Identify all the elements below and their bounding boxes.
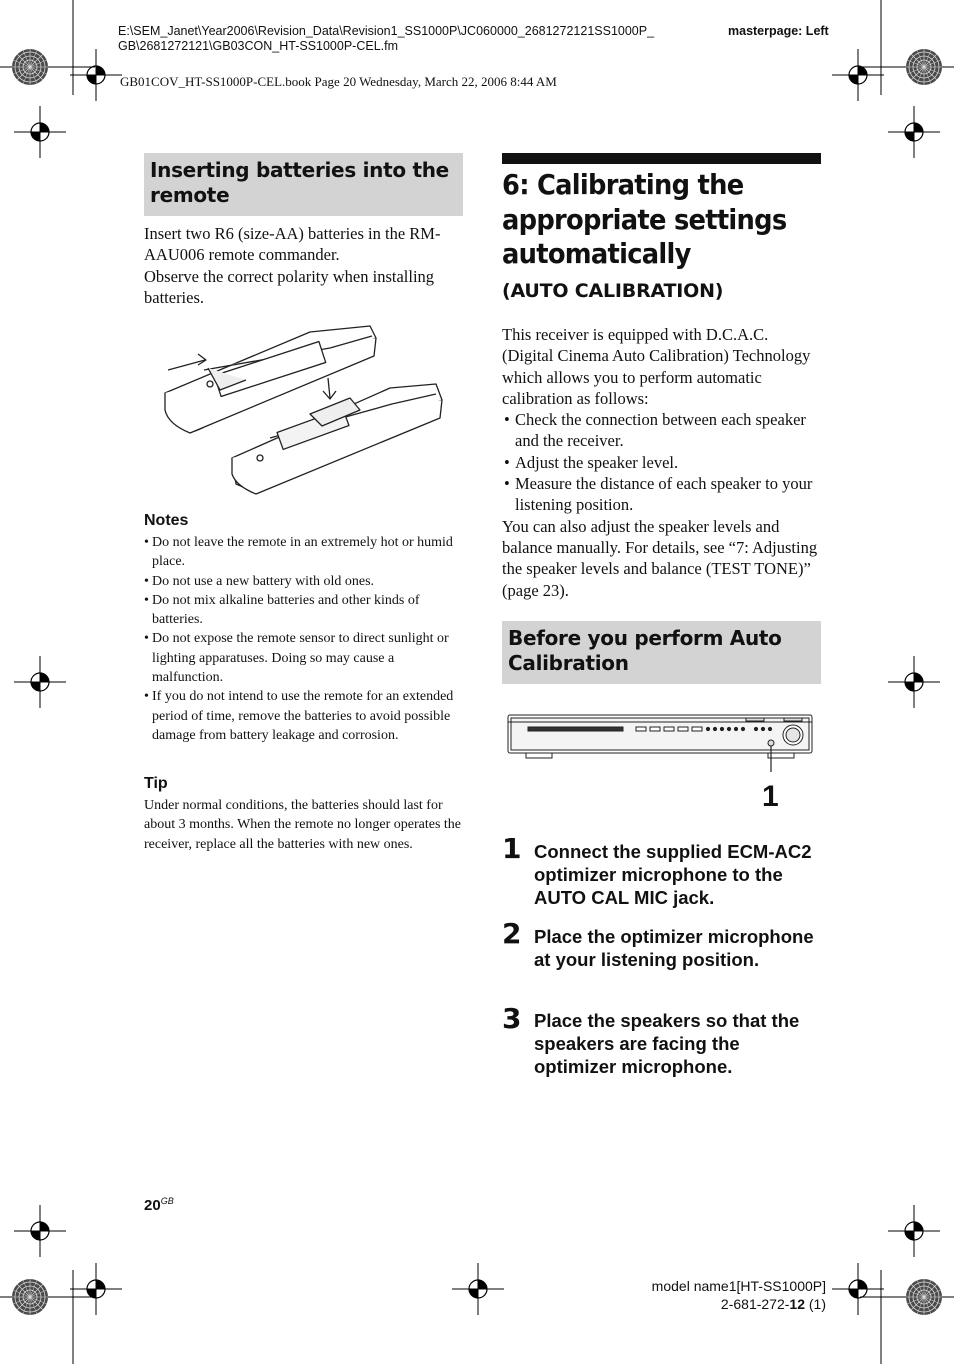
list-item: • Measure the distance of each speaker to your listening position. xyxy=(502,473,822,516)
battery-intro-para-2: Observe the correct polarity when installing batteries. xyxy=(144,266,435,307)
battery-intro xyxy=(144,223,464,308)
list-item: • Do not mix alkaline batteries and other kinds of batteries. xyxy=(144,591,464,630)
file-path-line-2: GB\2681272121\GB03CON_HT-SS1000P-CEL.fm xyxy=(118,39,399,53)
file-path-header xyxy=(118,24,708,54)
battery-intro-para-1: Insert two R6 (size-AA) batteries in the RM-AAU006 remote commander. xyxy=(144,224,441,265)
notes-list xyxy=(144,533,464,745)
part-number-bold: 12 xyxy=(789,1295,805,1312)
page-number xyxy=(144,1196,174,1214)
list-item: • If you do not intend to use the remote for an extended period of time, remove the batteries to avoid possible damage from battery leakage and corrosion. xyxy=(144,687,464,745)
receiver-front-panel-illustration xyxy=(506,712,816,772)
chapter-subtitle: (AUTO CALIBRATION) xyxy=(502,280,724,302)
list-item: • Check the connection between each speaker and the receiver. xyxy=(502,409,822,452)
list-item: • Do not expose the remote sensor to direct sunlight or lighting apparatuses. Doing so may cause a malfunction. xyxy=(144,629,464,687)
step-text: Place the optimizer microphone at your listening position. xyxy=(534,926,814,970)
tip-heading: Tip xyxy=(144,775,168,792)
remote-battery-illustration xyxy=(160,318,450,498)
part-number-suffix: (1) xyxy=(805,1295,826,1312)
section-title-batteries: Inserting batteries into the remote xyxy=(144,153,463,216)
model-name: model name1[HT-SS1000P] xyxy=(651,1278,826,1294)
list-item: • Do not leave the remote in an extremely hot or humid place. xyxy=(144,533,464,572)
list-item: • Adjust the speaker level. xyxy=(502,452,822,473)
auto-cal-intro xyxy=(502,324,822,601)
tip-text: Under normal conditions, the batteries should last for about 3 months. When the remote no longer operates the receiver, replace all the batteries with new ones. xyxy=(144,798,461,852)
masterpage-label: masterpage: Left xyxy=(728,24,829,38)
part-number xyxy=(652,1296,826,1314)
footer-model-info xyxy=(652,1278,826,1313)
step-number: 2 xyxy=(502,917,522,950)
step-text: Place the speakers so that the speakers are facing the optimizer microphone. xyxy=(534,1010,800,1077)
section-title-before-calibration: Before you perform Auto Calibration xyxy=(502,621,821,684)
page-number-value: 20 xyxy=(144,1197,161,1214)
auto-cal-intro-text: This receiver is equipped with D.C.A.C. (Digital Cinema Auto Calibration) Technology which allows you to perform automatic calibration as follows: xyxy=(502,325,811,408)
callout-number: 1 xyxy=(762,780,779,813)
part-number-prefix: 2-681-272- xyxy=(720,1295,790,1312)
chapter-title: 6: Calibrating the appropriate settings automatically xyxy=(502,168,787,270)
page-number-suffix: GB xyxy=(160,1196,174,1206)
step-number: 1 xyxy=(502,832,522,865)
notes-heading: Notes xyxy=(144,512,189,529)
auto-cal-bullets xyxy=(502,409,822,515)
auto-cal-outro: You can also adjust the speaker levels and balance manually. For details, see “7: Adjusting the speaker levels and balance (TEST TONE)” (page 23). xyxy=(502,516,818,600)
list-item: • Do not use a new battery with old ones. xyxy=(144,572,464,591)
step-text: Connect the supplied ECM-AC2 optimizer microphone to the AUTO CAL MIC jack. xyxy=(534,841,812,908)
file-path-line-1: E:\SEM_Janet\Year2006\Revision_Data\Revision1_SS1000P\JC060000_2681272121SS1000P_ xyxy=(118,24,655,38)
step-number: 3 xyxy=(502,1002,522,1035)
chapter-rule xyxy=(502,153,821,164)
book-info: GB01COV_HT-SS1000P-CEL.book Page 20 Wednesday, March 22, 2006 8:44 AM xyxy=(120,74,557,89)
